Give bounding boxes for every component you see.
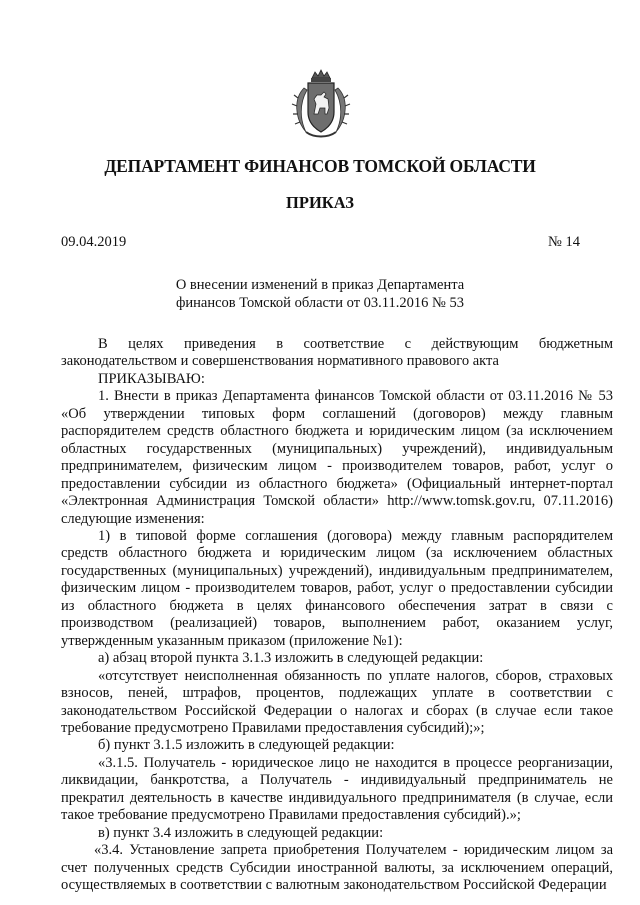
department-title: ДЕПАРТАМЕНТ ФИНАНСОВ ТОМСКОЙ ОБЛАСТИ <box>104 156 536 176</box>
subitem-a-paragraph: а) абзац второй пункта 3.1.3 изложить в следующей редакции: <box>98 650 484 667</box>
order-body <box>61 336 613 895</box>
item-1-paragraph: 1. Внести в приказ Департамента финансов Томской области от 03.11.2016 № 53 «Об утверждении типовых форм соглашений (договоров) между главным распорядителем средств областного бюджета и юридическим лицом (за исключением областных государственных (муниципальных) учреждений), индивидуальным предпринимателем, физическим лицом - производителем товаров, работ, услуг о предоставлении субсидии из областного бюджета» (Официальный интернет-портал «Электронная Администрация Томской области» http://www.tomsk.gov.ru, 07.11.2016) следующие изменения: <box>61 388 613 527</box>
subject-line-2: финансов Томской области от 03.11.2016 № 53 <box>176 294 464 311</box>
quote-v-paragraph: «3.4. Установление запрета приобретения Получателем - юридическим лицом за счет полученных средств Субсидии иностранной валюты, за исключением операций, осуществляемых в соответствии с валютным законодательством Российской Федерации <box>61 842 613 894</box>
subitem-1-paragraph: 1) в типовой форме соглашения (договора) между главным распорядителем средств областного бюджета и юридическим лицом (за исключением областных государственных (муниципальных) учреждений), индивидуальным предпринимателем, физическим лицом - производителем товаров, работ, услуг о предоставлении субсидии из областного бюджета в целях финансового обеспечения затрат в связи с производством (реализацией) товаров, выполнением работ, оказанием услуг, утвержденным указанным приказом (приложение №1): <box>61 527 613 649</box>
tomsk-coat-of-arms-icon <box>290 68 352 140</box>
quote-b-paragraph: «3.1.5. Получатель - юридическое лицо не находится в процессе реорганизации, ликвидации, банкротства, а Получатель - индивидуальный предприниматель не прекратил деятельность в качестве индивидуального предпринимателя (в случае, если такое требование предусмотрено Правилами предоставления субсидий).»; <box>61 754 613 824</box>
order-date: 09.04.2019 <box>61 234 127 250</box>
order-word: ПРИКАЗЫВАЮ: <box>98 370 205 387</box>
subitem-b-paragraph: б) пункт 3.1.5 изложить в следующей редакции: <box>98 737 395 754</box>
preamble-paragraph: В целях приведения в соответствие с действующим бюджетным законодательством и совершенствования нормативного правового акта <box>61 336 613 370</box>
quote-a-paragraph: «отсутствует неисполненная обязанность по уплате налогов, сборов, страховых взносов, пеней, штрафов, процентов, подлежащих уплате в соответствии с законодательством Российской Федерации о налогах и сборах (в случае если такое требование предусмотрено Правилами предоставления субсидий);»; <box>61 667 613 736</box>
subitem-v-paragraph: в) пункт 3.4 изложить в следующей редакции: <box>98 824 384 841</box>
subject-line-1: О внесении изменений в приказ Департамента <box>175 277 465 293</box>
document-type-title: ПРИКАЗ <box>286 193 354 212</box>
order-number: № 14 <box>548 234 580 250</box>
order-subject <box>0 277 640 312</box>
